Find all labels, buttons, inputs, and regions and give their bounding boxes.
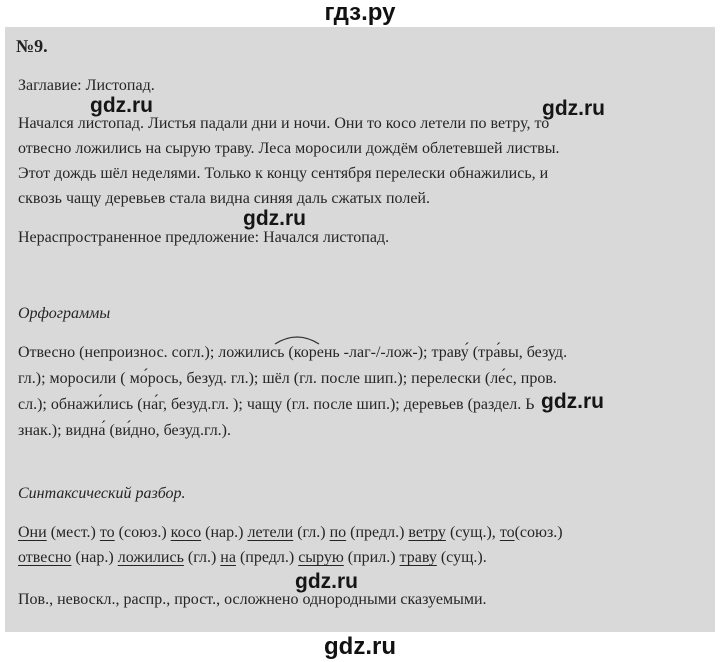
syntax-label: (предл.) [235, 549, 299, 566]
syntax-word: ложились [117, 549, 184, 566]
watermark: gdz.ru [542, 97, 605, 120]
watermark: gdz.ru [541, 390, 604, 413]
syntax-word: ветру [408, 524, 446, 541]
watermark: gdz.ru [90, 94, 153, 117]
syntax-word: на [220, 549, 236, 566]
text-line-2: отвесно ложились на сырую траву. Леса моросили дождём облетевшей листвы. [18, 140, 560, 157]
syntax-word: то [499, 524, 515, 541]
site-header: гдз.ру [324, 0, 396, 26]
syntax-line-1 [18, 524, 563, 542]
syntax-label: (гл.) [183, 549, 221, 566]
syntax-label: (нар.) [71, 549, 118, 566]
orthograms-line-1: Отвесно (непроизнос. согл.); ложились (корень -лаг-/-лож-); траву́ (тра́вы, безуд. [18, 344, 568, 361]
syntax-label: (гл.) [293, 524, 330, 541]
syntax-label: (мест.) [46, 524, 100, 541]
syntax-word: летели [247, 524, 294, 541]
syntax-label: (союз.) [514, 524, 563, 541]
syntax-word: сырую [298, 549, 344, 566]
syntax-label: (союз.) [114, 524, 171, 541]
syntax-label: (прил.) [343, 549, 400, 566]
title-line: Заглавие: Листопад. [18, 77, 155, 94]
syntax-line-2 [18, 549, 487, 567]
syntax-word: Они [18, 524, 47, 541]
syntax-word: косо [170, 524, 202, 541]
syntax-heading: Синтаксический разбор. [18, 485, 186, 502]
text-line-4: сквозь чащу деревьев стала видна синяя даль сжатых полей. [18, 190, 430, 207]
syntax-label: (сущ.), [445, 524, 500, 541]
syntax-label: (сущ.). [436, 549, 487, 566]
syntax-word: отвесно [18, 549, 72, 566]
orthograms-line-3: сл.); обнажи́лись (на́г, безуд.гл. ); чащу (гл. после шип.); деревьев (раздел. Ь [18, 396, 535, 413]
exercise-number: №9. [16, 36, 48, 56]
syntax-word: траву [399, 549, 437, 566]
syntax-label: (нар.) [201, 524, 248, 541]
orthograms-line-4: знак.); видна́ (ви́дно, безуд.гл.). [18, 422, 232, 439]
site-footer: gdz.ru [324, 633, 396, 660]
simple-sentence-line: Нераспространенное предложение: Начался листопад. [18, 229, 390, 246]
textbook-scan [5, 27, 715, 632]
text-line-3: Этот дождь шёл неделями. Только к концу сентября перелески обнажились, и [18, 165, 549, 182]
syntax-summary: Пов., невоскл., распр., прост., осложнено однородными сказуемыми. [18, 591, 487, 608]
watermark: gdz.ru [243, 207, 306, 230]
syntax-word: то [99, 524, 115, 541]
syntax-word: по [329, 524, 347, 541]
text-line-1: Начался листопад. Листья падали дни и ночи. Они то косо летели по ветру, то [18, 115, 550, 132]
orthograms-heading: Орфограммы [18, 305, 111, 322]
orthograms-line-2: гл.); моросили ( мо́рось, безуд. гл.); шёл (гл. после шип.); перелески (ле́с, пров. [18, 370, 557, 387]
watermark: gdz.ru [295, 570, 358, 593]
syntax-label: (предл.) [346, 524, 409, 541]
